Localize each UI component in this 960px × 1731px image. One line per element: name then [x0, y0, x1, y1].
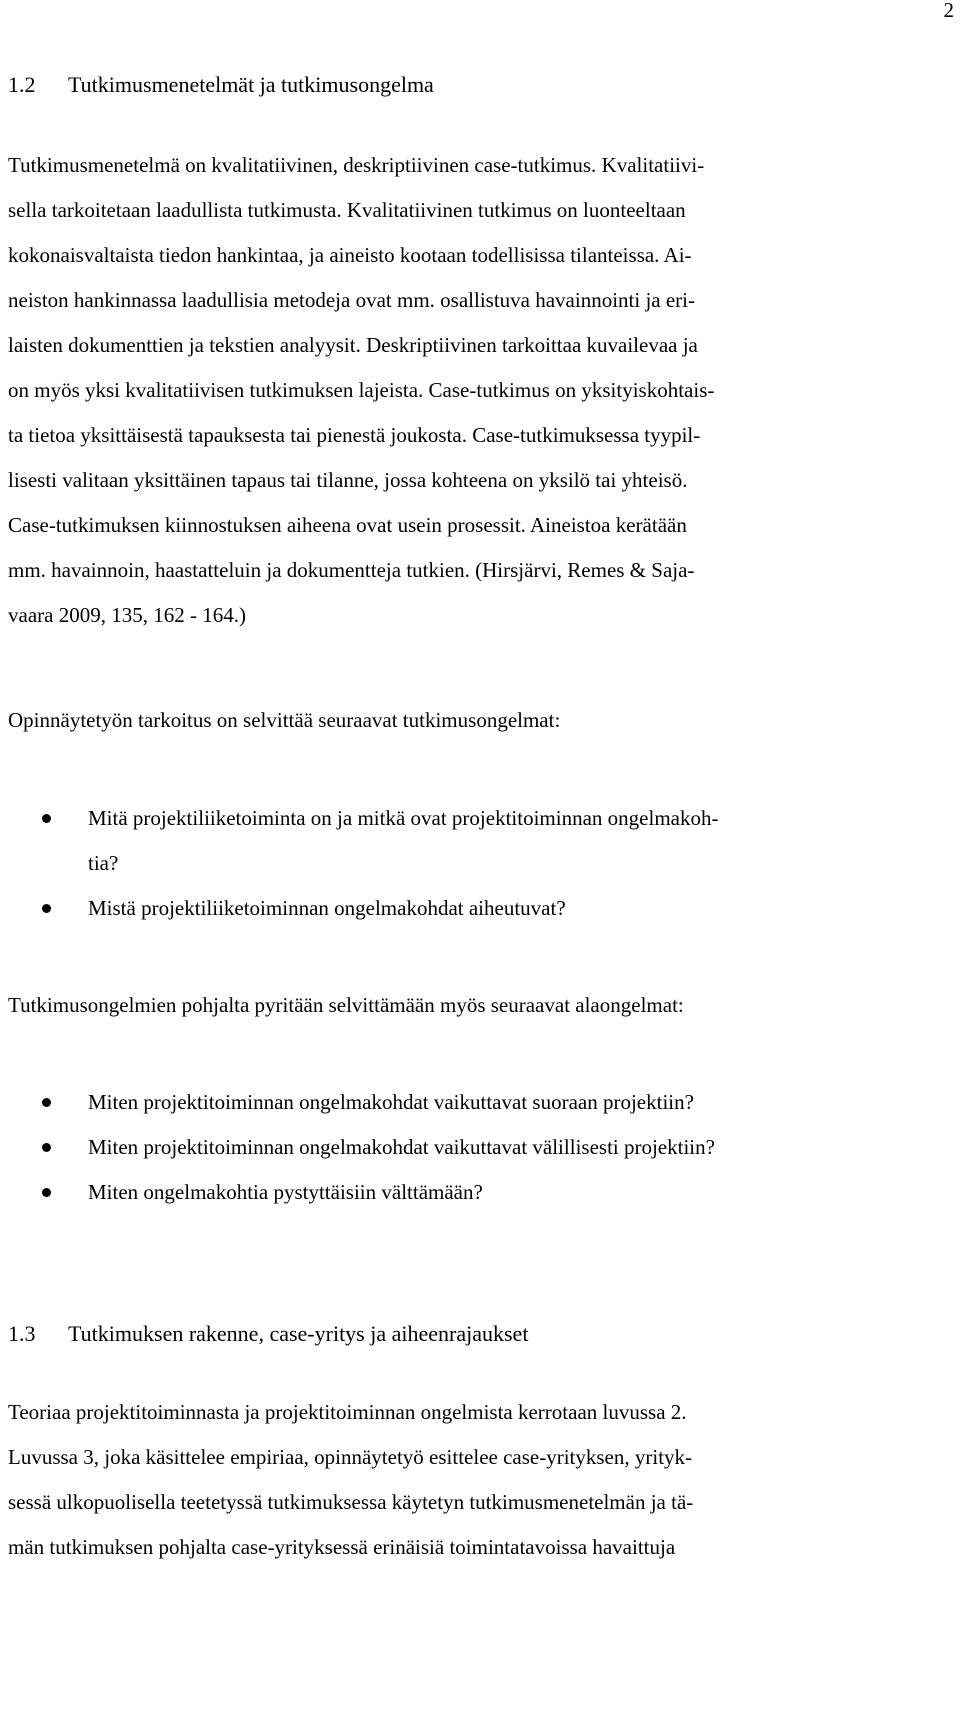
section-title: Tutkimuksen rakenne, case-yritys ja aiheenrajaukset — [68, 1321, 529, 1346]
section-heading-1-3 — [8, 1321, 528, 1347]
list-item-line: Mitä projektiliiketoiminta on ja mitkä ovat projektitoiminnan ongelmakoh- — [88, 806, 719, 830]
text-line: lisesti valitaan yksittäinen tapaus tai tilanne, jossa kohteena on yksilö tai yhteisö. — [8, 468, 688, 492]
text-line: neiston hankinnassa laadullisia metodeja ovat mm. osallistuva havainnointi ja eri- — [8, 288, 696, 312]
list-item-line: Miten ongelmakohtia pystyttäisiin välttämään? — [88, 1180, 483, 1204]
text-line: Case-tutkimuksen kiinnostuksen aiheena ovat usein prosessit. Aineistoa kerätään — [8, 513, 687, 537]
section-title: Tutkimusmenetelmät ja tutkimusongelma — [68, 72, 434, 97]
list-item-line: Miten projektitoiminnan ongelmakohdat vaikuttavat suoraan projektiin? — [88, 1090, 694, 1114]
list-item-line: Mistä projektiliiketoiminnan ongelmakohdat aiheutuvat? — [88, 896, 566, 920]
list-item — [0, 796, 960, 886]
subproblems-intro: Tutkimusongelmien pohjalta pyritään selvittämään myös seuraavat alaongelmat: — [8, 993, 684, 1017]
text-line: mm. havainnoin, haastatteluin ja dokumentteja tutkien. (Hirsjärvi, Remes & Saja- — [8, 558, 695, 582]
method-paragraph — [8, 143, 938, 638]
text-line: Tutkimusmenetelmä on kvalitatiivinen, deskriptiivinen case-tutkimus. Kvalitatiivi- — [8, 153, 705, 177]
text-line: on myös yksi kvalitatiivisen tutkimuksen lajeista. Case-tutkimus on yksityiskohtais- — [8, 378, 715, 402]
text-line: laisten dokumenttien ja tekstien analyysit. Deskriptiivinen tarkoittaa kuvailevaa ja — [8, 333, 698, 357]
bullet-icon — [42, 1188, 51, 1197]
bullet-icon — [42, 1098, 51, 1107]
text-line: sessä ulkopuolisella teetetyssä tutkimuksessa käytetyn tutkimusmenetelmän ja tä- — [8, 1490, 694, 1514]
text-line: ta tietoa yksittäisestä tapauksesta tai pienestä joukosta. Case-tutkimuksessa tyypil- — [8, 423, 701, 447]
text-line: sella tarkoitetaan laadullista tutkimusta. Kvalitatiivinen tutkimus on luonteeltaan — [8, 198, 686, 222]
list-item — [0, 1080, 960, 1125]
section-number: 1.2 — [8, 72, 36, 97]
section-heading-1-2 — [8, 72, 434, 98]
section-number: 1.3 — [8, 1321, 36, 1346]
list-item-line: tia? — [88, 851, 119, 875]
list-item — [0, 886, 960, 931]
text-line: Teoriaa projektitoiminnasta ja projektitoiminnan ongelmista kerrotaan luvussa 2. — [8, 1400, 687, 1424]
list-item — [0, 1125, 960, 1170]
page-number: 2 — [943, 0, 954, 22]
structure-paragraph — [8, 1390, 938, 1570]
problems-list — [0, 796, 960, 931]
text-line: kokonaisvaltaista tiedon hankintaa, ja aineisto kootaan todellisissa tilanteissa. Ai- — [8, 243, 692, 267]
problems-intro: Opinnäytetyön tarkoitus on selvittää seuraavat tutkimusongelmat: — [8, 708, 561, 732]
text-line: Luvussa 3, joka käsittelee empiriaa, opinnäytetyö esittelee case-yrityksen, yrityk- — [8, 1445, 693, 1469]
bullet-icon — [42, 904, 51, 913]
bullet-icon — [42, 814, 51, 823]
text-line: män tutkimuksen pohjalta case-yrityksessä erinäisiä toimintatavoissa havaittuja — [8, 1535, 676, 1559]
list-item — [0, 1170, 960, 1215]
list-item-line: Miten projektitoiminnan ongelmakohdat vaikuttavat välillisesti projektiin? — [88, 1135, 715, 1159]
text-line: vaara 2009, 135, 162 - 164.) — [8, 603, 246, 627]
subproblems-list — [0, 1080, 960, 1215]
bullet-icon — [42, 1143, 51, 1152]
